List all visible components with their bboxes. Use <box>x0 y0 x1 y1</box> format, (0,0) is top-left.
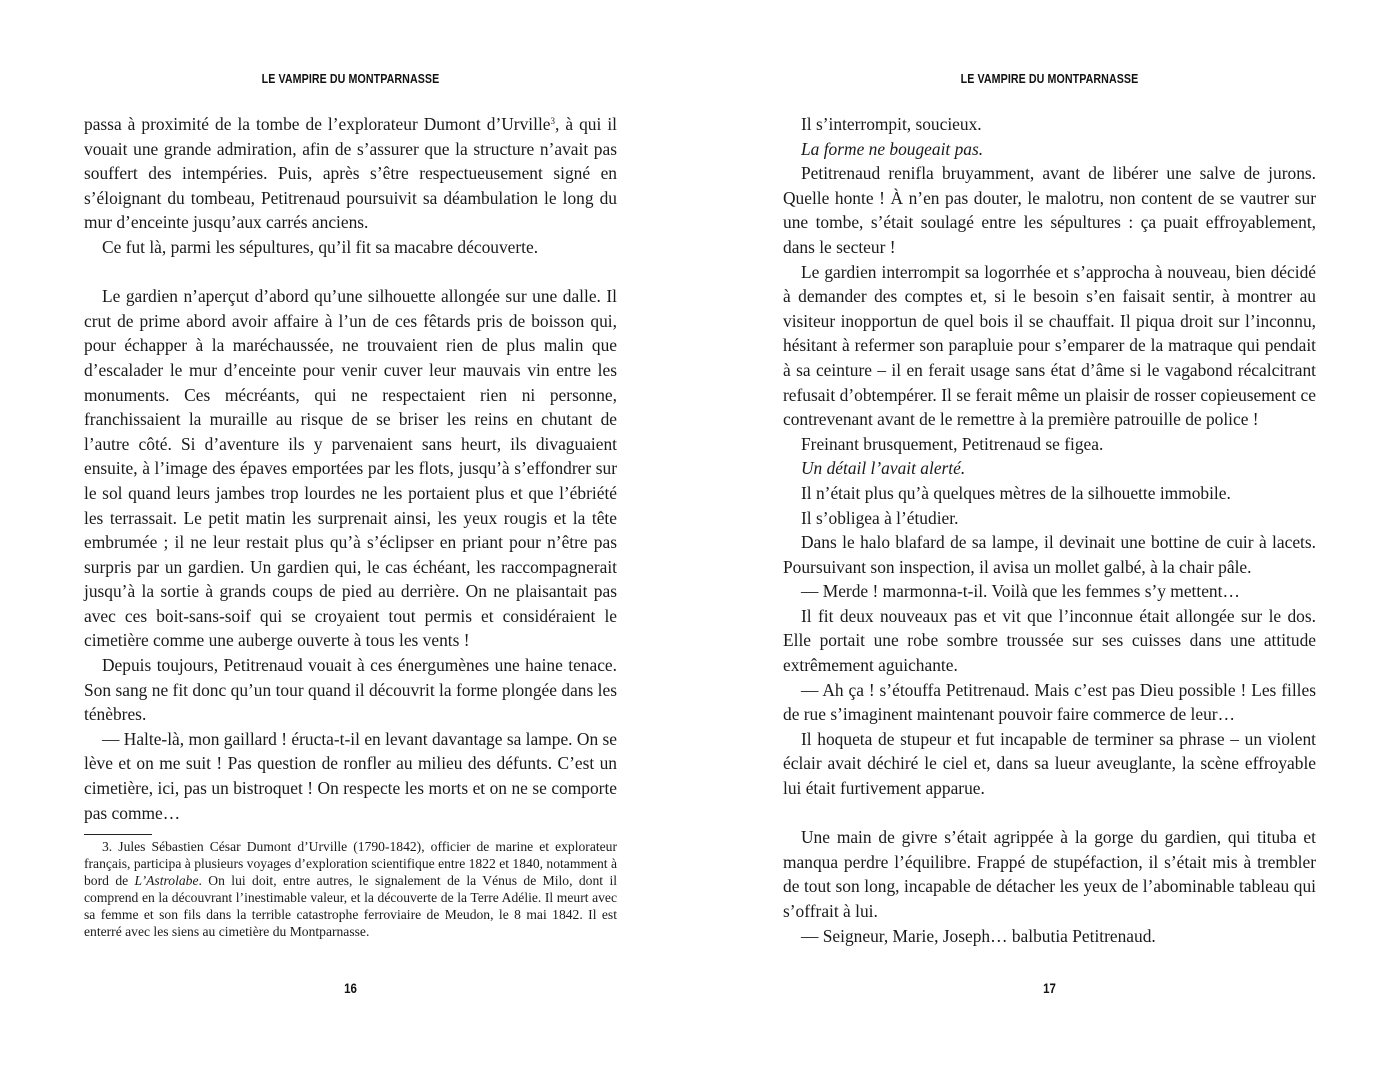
dialogue-paragraph: — Seigneur, Marie, Joseph… balbutia Petitrenaud. <box>801 925 1156 946</box>
paragraph: Freinant brusquement, Petitrenaud se figea. <box>801 433 1104 454</box>
right-page <box>783 0 1316 1075</box>
page-number: 17 <box>1043 980 1056 996</box>
paragraph: Une main de givre s’était agrippée à la gorge du gardien, qui tituba et manqua perdre l’équilibre. Frappé de stupéfaction, il s’était mis à trembler de tout son long, incapable de détacher les yeux de l’abominable tableau qui s’offrait à lui. <box>783 827 1316 921</box>
paragraph <box>84 112 617 235</box>
ship-name: L’Astrolabe <box>134 873 199 889</box>
footnote-rule <box>84 834 152 835</box>
paragraph: Petitrenaud renifla bruyamment, avant de libérer une salve de jurons. Quelle honte ! À n’en pas douter, le malotru, non content de se vautrer sur une tombe, s’était soulagé entre les sépultures : ça puait effroyablement, dans le secteur ! <box>783 163 1316 257</box>
dialogue-paragraph: — Merde ! marmonna-t-il. Voilà que les femmes s’y mettent… <box>801 581 1240 602</box>
left-page <box>84 0 617 1075</box>
page-number: 16 <box>344 980 357 996</box>
footnote-text-part: . On lui doit, entre autres, le signalement de la Vénus de Milo, dont il comprend en la découvrant l’inestimable valeur, et la découverte de la Terre Adélie. Il meurt avec sa femme et son fils dans la terrible catastrophe ferroviaire de Meudon, le 8 mai 1842. Il est enterré avec les siens au cimetière du Montparnasse. <box>84 873 617 940</box>
footnote <box>84 838 617 941</box>
paragraph: Le gardien n’aperçut d’abord qu’une silhouette allongée sur une dalle. Il crut de prime abord avoir affaire à l’un de ces fêtards pris de boisson qui, pour échapper à la maréchaussée, ne trouvaient rien de plus malin que d’escalader le mur d’enceinte pour venir cuver leur mauvais vin entre les monuments. Ces mécréants, qui ne respectaient rien ni personne, franchissaient la muraille au risque de se briser les reins en chutant de l’autre côté. Si d’aventure ils y parvenaient sans heurt, ils divaguaient ensuite, à l’image des épaves emportées par les flots, jusqu’à s’effondrer sur le sol quand leurs jambes trop lourdes ne les portaient plus et que l’ébriété les terrassait. Le petit matin les surprenait ainsi, les yeux rougis et la tête embrumée ; il ne leur restait plus qu’à s’éclipser en priant pour n’être pas surpris par un gardien. Un gardien qui, le cas échéant, les raccompagnerait jusqu’à la sortie à grands coups de pied au derrière. On ne plaisantait pas avec ces boit-sans-soif qui se croyaient tout permis et considéraient le cimetière comme une auberge ouverte à tous les vents ! <box>84 286 617 651</box>
paragraph: Il s’interrompit, soucieux. <box>801 114 982 134</box>
footnote-text-part: Jules Sébastien César Dumont d’Urville (1790-1842), officier de marine et explorateur français, participa à plusieurs voyages d’exploration scientifique entre 1822 et 1840, notamment à bord de <box>84 839 618 889</box>
footnote-reference[interactable]: 3 <box>550 116 556 126</box>
paragraph: Il hoqueta de stupeur et fut incapable de terminer sa phrase – un violent éclair avait déchiré le ciel et, dans sa lueur aveuglante, la scène effroyable lui était furtivement apparue. <box>783 728 1316 799</box>
body-text <box>84 112 617 825</box>
paragraph: Dans le halo blafard de sa lampe, il devinait une bottine de cuir à lacets. Poursuivant son inspection, il avisa un mollet galbé, à la chair pâle. <box>783 532 1316 577</box>
paragraph: Il fit deux nouveaux pas et vit que l’inconnue était allongée sur le dos. Elle portait une robe sombre troussée sur ses cuisses dans une attitude extrêmement aguichante. <box>783 605 1316 676</box>
paragraph: Le gardien interrompit sa logorrhée et s’approcha à nouveau, bien décidé à demander des comptes et, si le besoin s’en faisait sentir, à montrer au visiteur inopportun de quel bois il se chauffait. Il piqua droit sur l’inconnu, hésitant à refermer son parapluie pour s’emparer de la matraque qui pendait à sa ceinture – il en ferait usage sans état d’âme si le vagabond récalcitrant refusait d’obtempérer. Il se ferait même un plaisir de rosser copieusement ce contrevenant avant de le remettre à la première patrouille de police ! <box>783 261 1316 430</box>
paragraph: Ce fut là, parmi les sépultures, qu’il fit sa macabre découverte. <box>102 236 539 257</box>
footnote-number: 3. <box>102 839 113 854</box>
paragraph-text: passa à proximité de la tombe de l’explorateur Dumont d’Urville <box>84 114 551 134</box>
italic-paragraph: Un détail l’avait alerté. <box>801 458 966 479</box>
paragraph-text: , à qui il vouait une grande admiration, afin de s’assurer que la structure n’avait pas souffert des intempéries. Puis, après s’être respectueusement signé en s’éloignant du tombeau, Petitrenaud poursuivit sa déambulation le long du mur d’enceinte jusqu’aux carrés anciens. <box>84 114 617 233</box>
italic-paragraph: La forme ne bougeait pas. <box>801 138 984 159</box>
dialogue-paragraph: — Halte-là, mon gaillard ! éructa-t-il en levant davantage sa lampe. On se lève et on me suit ! Pas question de ronfler au milieu des défunts. C’est un cimetière, ici, pas un bistroquet ! On respecte les morts et on ne se comporte pas comme… <box>84 728 617 823</box>
running-head: LE VAMPIRE DU MONTPARNASSE <box>261 71 440 86</box>
body-text <box>783 112 1316 948</box>
footnote-text <box>84 838 617 941</box>
dialogue-paragraph: — Ah ça ! s’étouffa Petitrenaud. Mais c’est pas Dieu possible ! Les filles de rue s’imaginent maintenant pouvoir faire commerce de leur… <box>783 679 1316 725</box>
paragraph: Il s’obligea à l’étudier. <box>801 507 959 528</box>
paragraph: Depuis toujours, Petitrenaud vouait à ces énergumènes une haine tenace. Son sang ne fit donc qu’un tour quand il découvrit la forme plongée dans les ténèbres. <box>84 655 617 725</box>
paragraph: Il n’était plus qu’à quelques mètres de la silhouette immobile. <box>801 482 1231 503</box>
running-head: LE VAMPIRE DU MONTPARNASSE <box>960 71 1139 86</box>
